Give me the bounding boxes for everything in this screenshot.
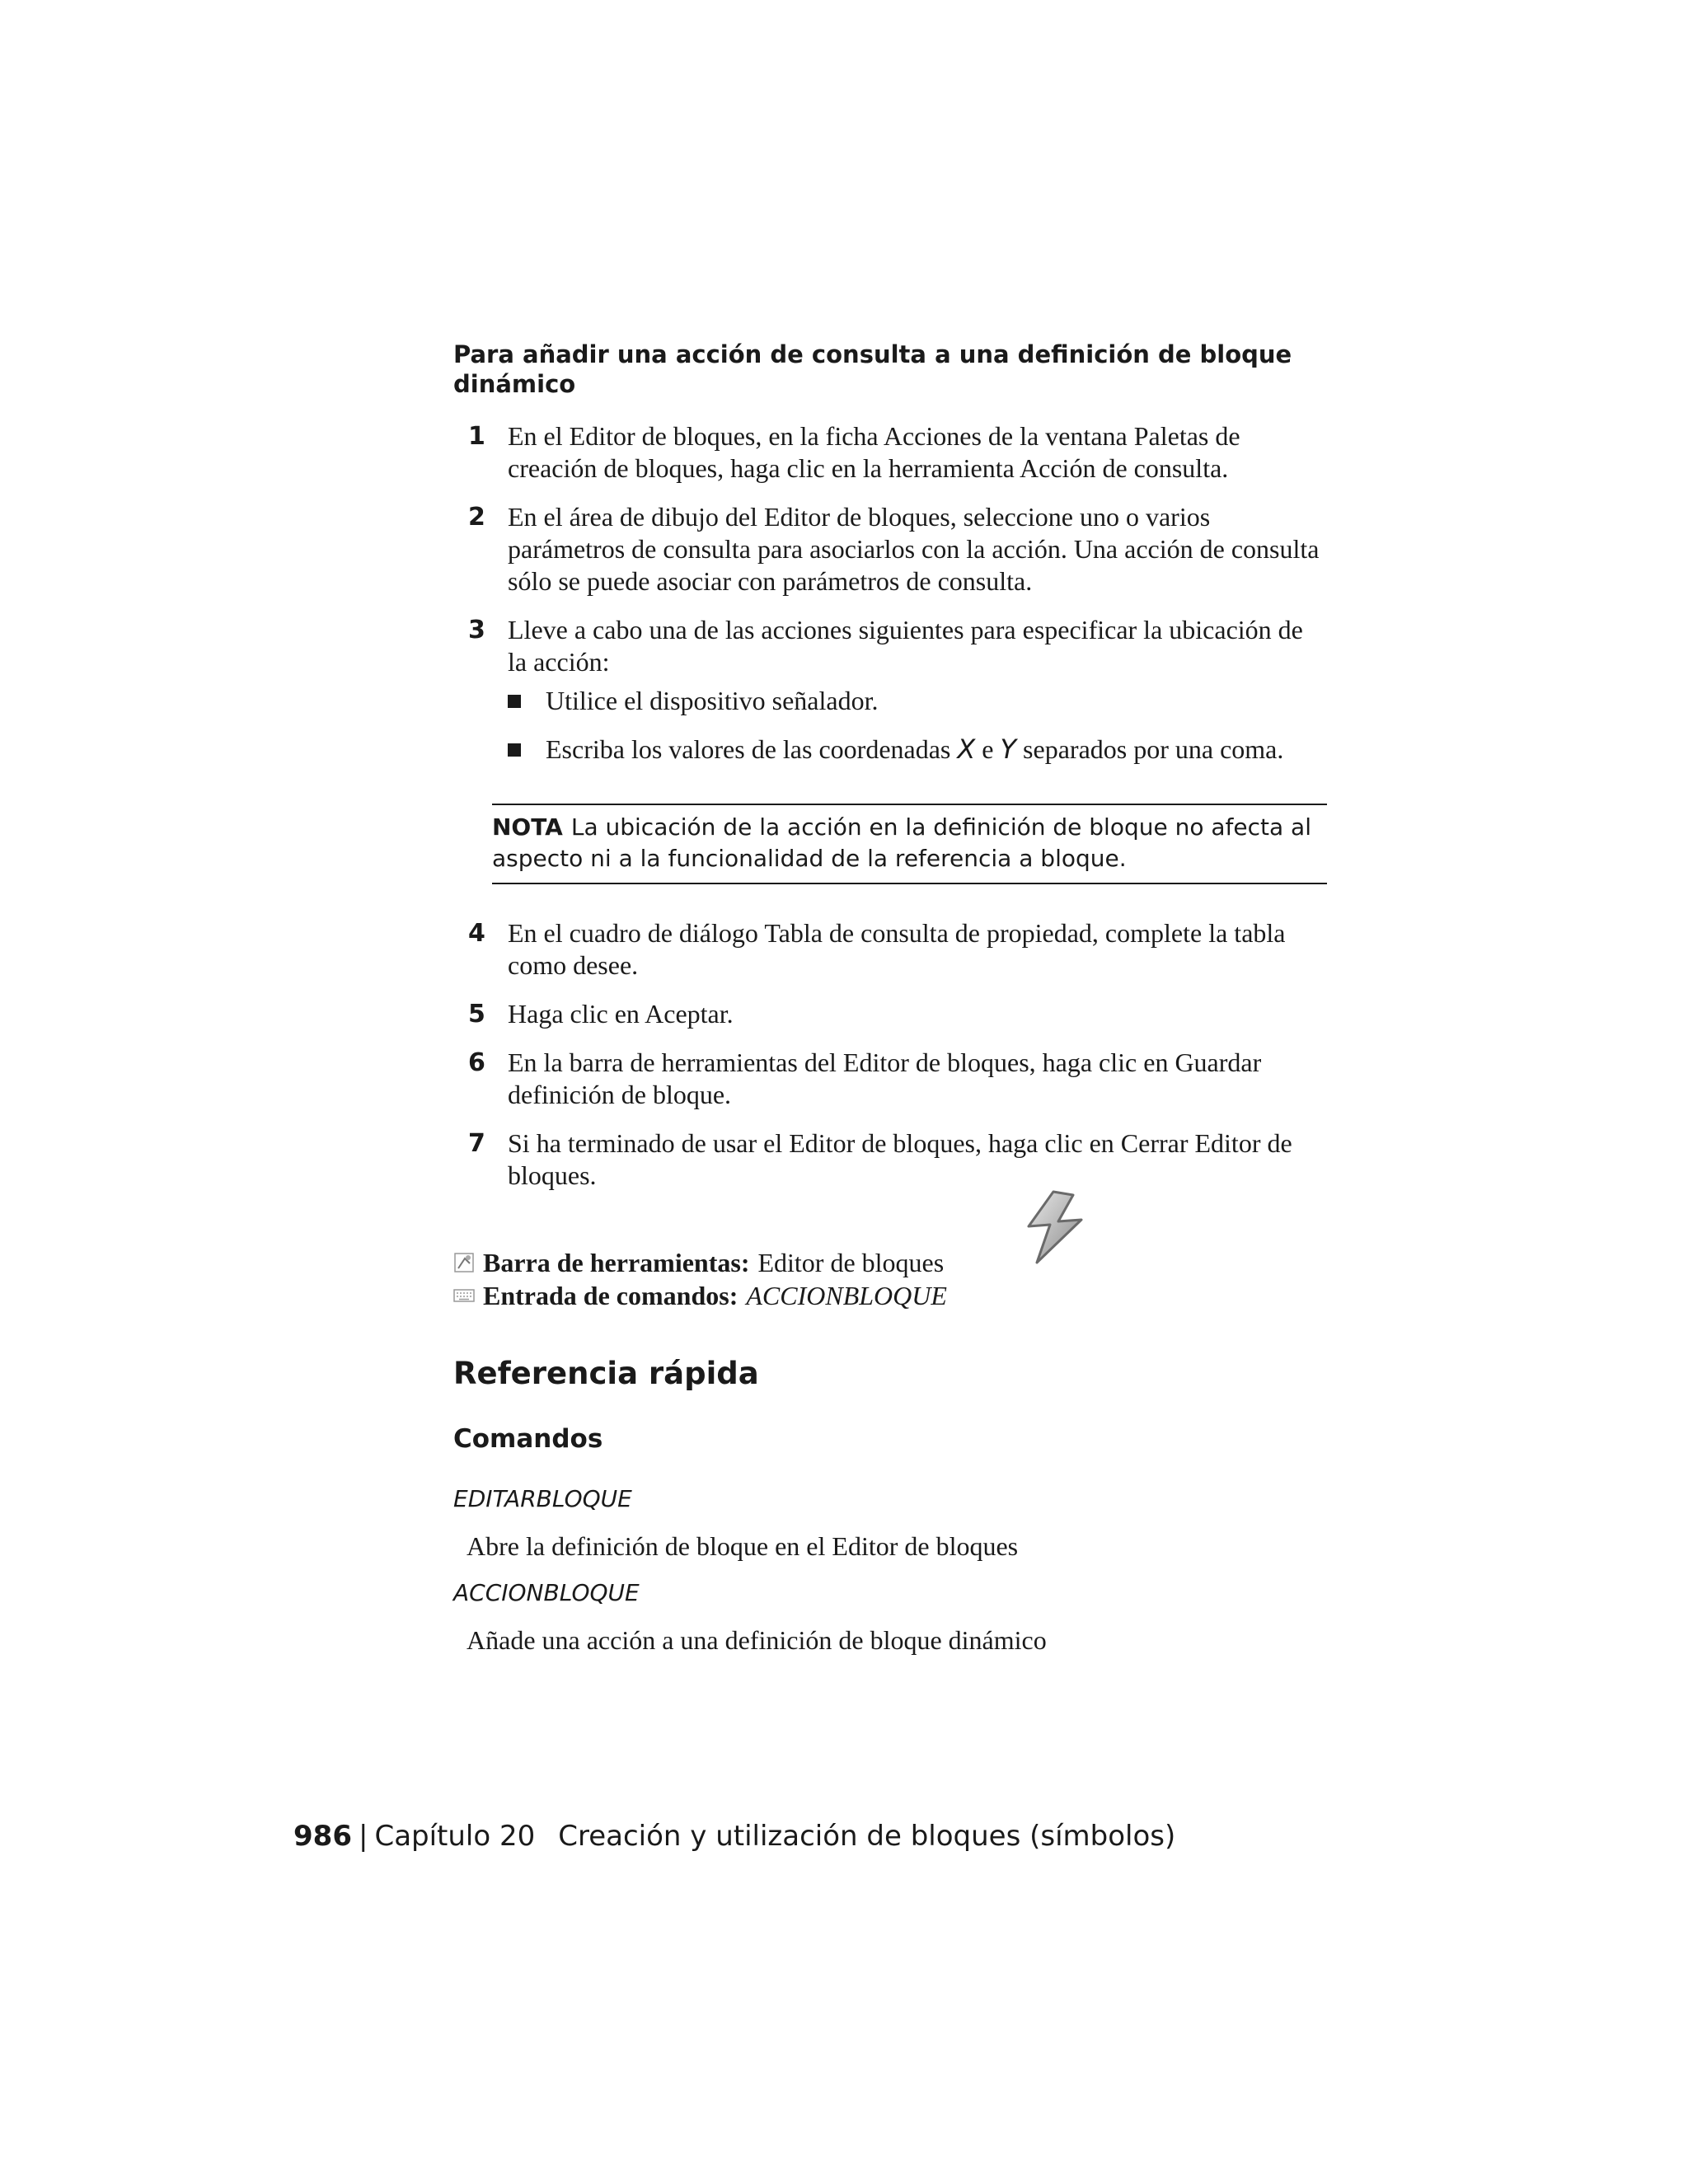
step-text: En el área de dibujo del Editor de bloques, seleccione uno o varios parámetros de consulta para asociarlos con la acción. Una acción de consulta sólo se puede asociar con parámetros de consulta. <box>508 502 1320 596</box>
chapter-title: Creación y utilización de bloques (símbolos) <box>558 1820 1176 1853</box>
command-name: EDITARBLOQUE <box>453 1485 632 1512</box>
bullet-square-icon <box>508 695 521 708</box>
footer-separator: | <box>358 1820 368 1853</box>
step-text: Si ha terminado de usar el Editor de bloques, haga clic en Cerrar Editor de bloques. <box>508 1128 1292 1190</box>
command-list <box>453 1483 1327 1657</box>
steps-list <box>453 420 1327 782</box>
command-description: Añade una acción a una definición de bloque dinámico <box>467 1625 1047 1655</box>
bullet-list <box>508 685 1327 766</box>
step-text: Lleve a cabo una de las acciones siguientes para especificar la ubicación de la acción: <box>508 615 1303 677</box>
bullet-text-part: e <box>975 734 1001 764</box>
step-number: 4 <box>468 919 485 948</box>
steps-list-continued <box>453 917 1327 1192</box>
command-name: ACCIONBLOQUE <box>453 1579 640 1606</box>
bullet-text-part: separados por una coma. <box>1016 734 1284 764</box>
bullet-text: Utilice el dispositivo señalador. <box>546 686 879 715</box>
bullet-square-icon <box>508 743 521 757</box>
note-text: La ubicación de la acción en la definición de bloque no afecta al aspecto ni a la funcionalidad de la referencia a bloque. <box>492 813 1311 872</box>
lightning-bolt-icon <box>1014 1188 1090 1268</box>
step-text: En el Editor de bloques, en la ficha Acciones de la ventana Paletas de creación de bloques, haga clic en la herramienta Acción de consulta. <box>508 421 1240 483</box>
subsection-title: Comandos <box>453 1424 603 1454</box>
note-label: NOTA <box>492 813 563 841</box>
command-description: Abre la definición de bloque en el Editor de bloques <box>467 1531 1019 1561</box>
step-item <box>453 614 1327 782</box>
step-number: 7 <box>468 1129 485 1158</box>
step-number: 3 <box>468 616 485 644</box>
coord-x: X <box>957 733 976 765</box>
step-body <box>508 614 1327 782</box>
access-info <box>453 1246 1327 1312</box>
page-content <box>453 340 1327 1671</box>
note-box <box>492 804 1327 884</box>
command-entry-value: ACCIONBLOQUE <box>746 1281 947 1310</box>
toolbar-line <box>453 1246 1327 1279</box>
step-number: 6 <box>468 1048 485 1077</box>
coord-y: Y <box>1000 733 1017 765</box>
step-item <box>453 1127 1327 1192</box>
step-text: Haga clic en Aceptar. <box>508 999 734 1029</box>
command-entry-line <box>453 1279 1327 1312</box>
step-number: 1 <box>468 422 485 451</box>
bullet-item <box>508 733 1327 766</box>
page-footer <box>293 1818 1175 1854</box>
step-item <box>453 501 1327 598</box>
bullet-item <box>508 685 1327 717</box>
bullet-text-part: Escriba los valores de las coordenadas <box>546 734 958 764</box>
bullet-text <box>546 733 1283 766</box>
keyboard-icon <box>453 1285 475 1306</box>
toolbar-value: Editor de bloques <box>757 1248 945 1277</box>
step-text: En el cuadro de diálogo Tabla de consulta de propiedad, complete la tabla como desee. <box>508 918 1286 980</box>
toolbar-label: Barra de herramientas: <box>483 1248 750 1277</box>
step-number: 2 <box>468 503 485 532</box>
command-entry-label: Entrada de comandos: <box>483 1281 738 1310</box>
chapter-label: Capítulo 20 <box>374 1820 536 1853</box>
toolbar-icon <box>453 1252 475 1273</box>
page-number: 986 <box>293 1820 352 1853</box>
step-item <box>453 420 1327 485</box>
step-item <box>453 917 1327 982</box>
step-item <box>453 998 1327 1030</box>
step-text: En la barra de herramientas del Editor de bloques, haga clic en Guardar definición de bloque. <box>508 1047 1262 1109</box>
step-item <box>453 1047 1327 1111</box>
section-title: Referencia rápida <box>453 1356 759 1391</box>
procedure-title: Para añadir una acción de consulta a una definición de bloque dinámico <box>453 340 1292 398</box>
step-number: 5 <box>468 1000 485 1029</box>
